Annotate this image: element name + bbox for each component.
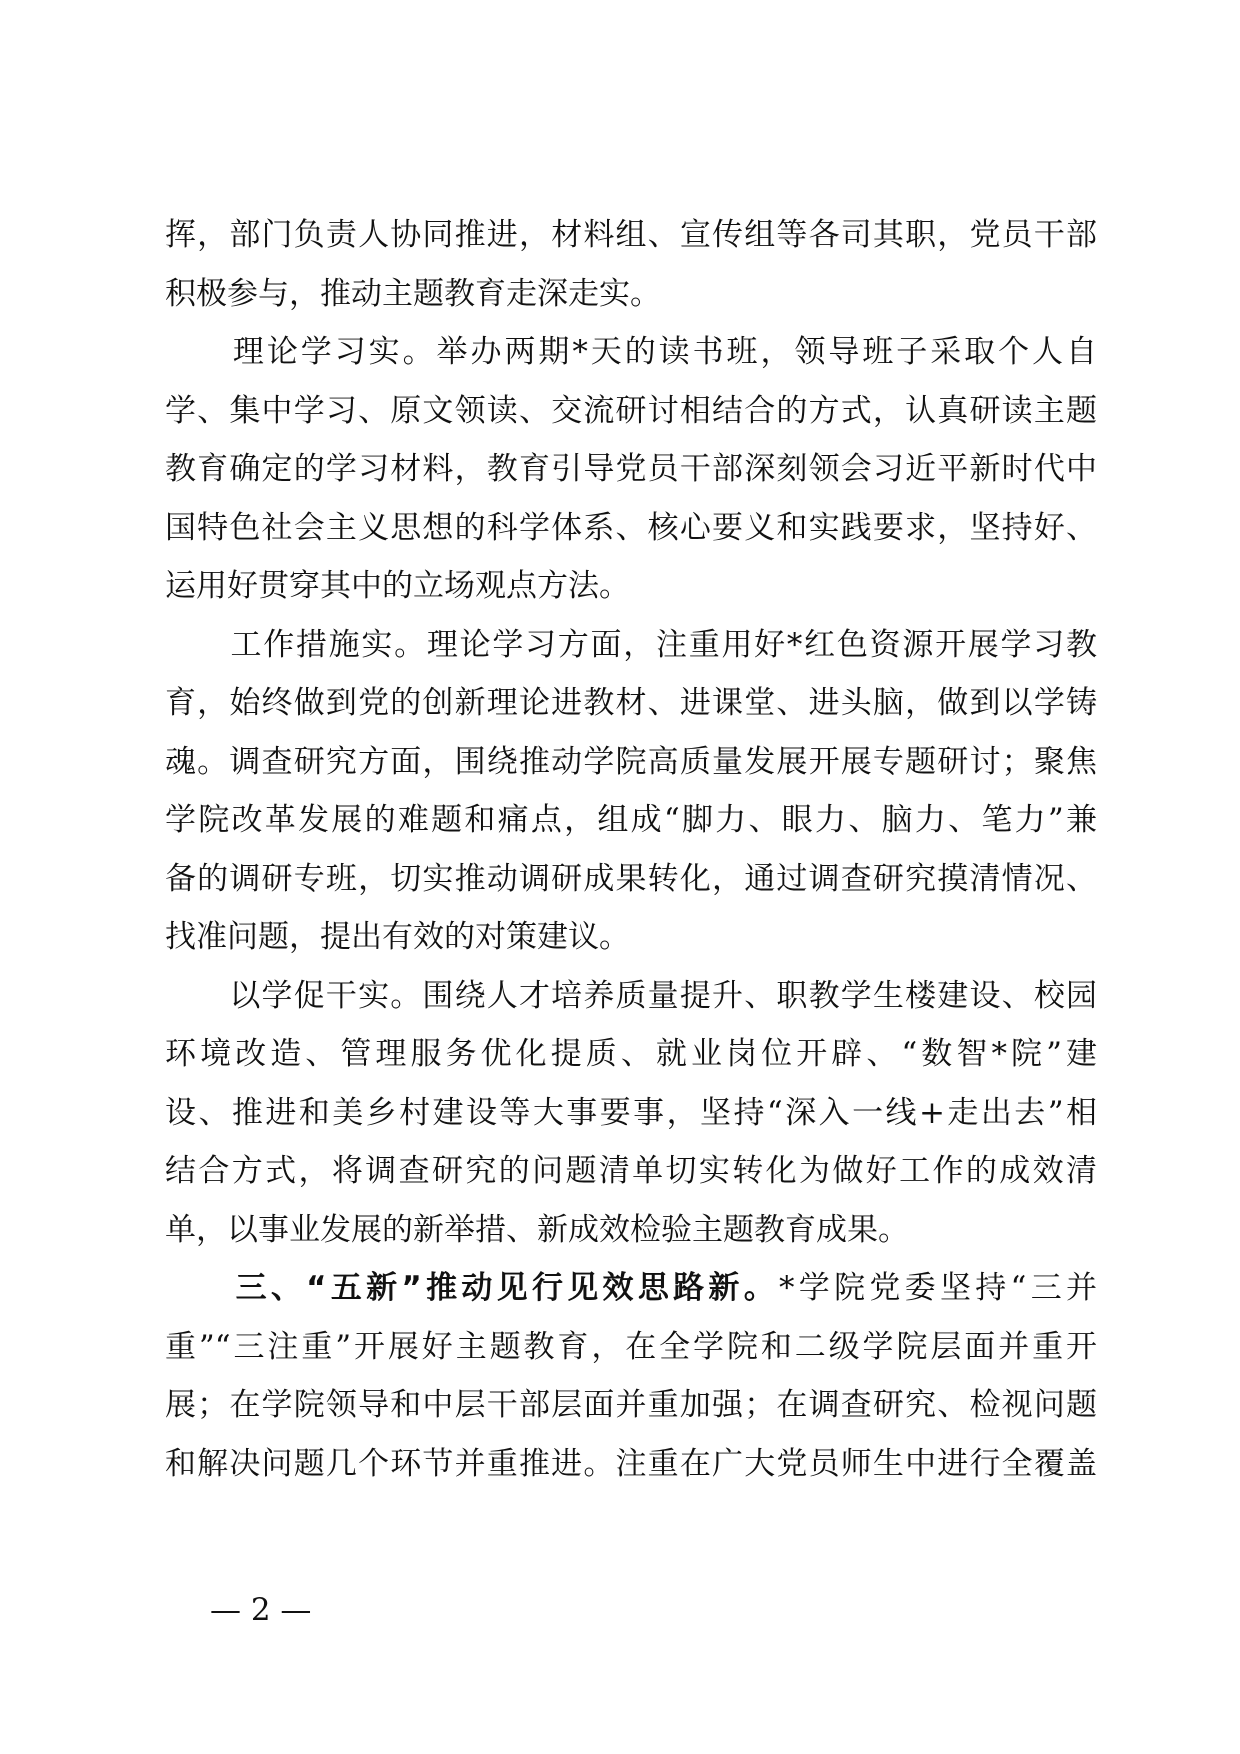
text-line: 学、集中学习、原文领读、交流研讨相结合的方式，认真研读主题 [165,392,1097,429]
text-line: 理论学习实。举办两期*天的读书班，领导班子采取个人自 [165,334,1097,370]
text-line: 备的调研专班，切实推动调研成果转化，通过调查研究摸清情况、 [165,860,1097,897]
text-line: 育，始终做到党的创新理论进教材、进课堂、进头脑，做到以学铸 [165,685,1097,721]
text-line: 找准问题，提出有效的对策建议。 [165,919,630,955]
document-body [165,206,1097,1493]
text-line: 挥，部门负责人协同推进，材料组、宣传组等各司其职，党员干部 [165,217,1097,253]
text-line: 展；在学院领导和中层干部层面并重加强；在调查研究、检视问题 [165,1387,1097,1423]
text-line: 结合方式，将调查研究的问题清单切实转化为做好工作的成效清 [165,1153,1097,1189]
section-lead-text: *学院党委坚持“三并 [779,1270,1097,1306]
page-number: — 2 — [210,1592,312,1628]
text-line: 积极参与，推动主题教育走深走实。 [165,275,661,312]
text-line: 和解决问题几个环节并重推进。注重在广大党员师生中进行全覆盖 [165,1445,1097,1482]
text-line: 运用好贯穿其中的立场观点方法。 [165,568,630,604]
text-line: 单，以事业发展的新举措、新成效检验主题教育成果。 [165,1211,909,1248]
text-line: 工作措施实。理论学习方面，注重用好*红色资源开展学习教 [165,626,1097,663]
section-heading: 三、“五新”推动见行见效思路新。 [165,1270,780,1306]
paragraph [165,206,1097,323]
text-line: 教育确定的学习材料，教育引导党员干部深刻领会习近平新时代中 [165,451,1097,487]
text-line: 重”“三注重”开展好主题教育，在全学院和二级学院层面并重开 [165,1328,1097,1365]
text-line: 国特色社会主义思想的科学体系、核心要义和实践要求，坚持好、 [165,509,1097,546]
paragraph [165,616,1097,967]
section-paragraph [165,1259,1097,1493]
paragraph [165,967,1097,1260]
text-line: 魂。调查研究方面，围绕推动学院高质量发展开展专题研讨；聚焦 [165,743,1097,780]
text-line [165,1259,1097,1318]
text-line: 学院改革发展的难题和痛点，组成“脚力、眼力、脑力、笔力”兼 [165,802,1097,838]
text-line: 环境改造、管理服务优化提质、就业岗位开辟、“数智*院”建 [165,1036,1097,1072]
paragraph [165,323,1097,616]
text-line: 设、推进和美乡村建设等大事要事，坚持“深入一线+走出去”相 [165,1094,1097,1131]
text-line: 以学促干实。围绕人才培养质量提升、职教学生楼建设、校园 [165,977,1097,1014]
